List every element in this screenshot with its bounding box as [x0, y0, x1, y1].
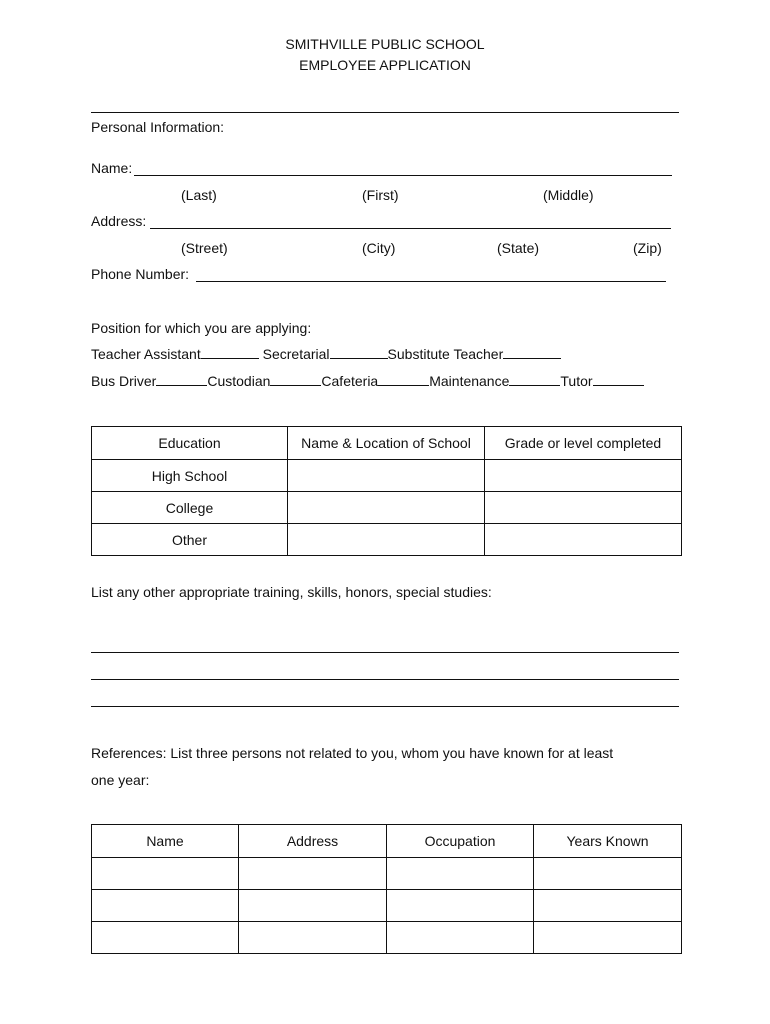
- reference-cell[interactable]: [387, 858, 534, 890]
- reference-cell[interactable]: [92, 890, 239, 922]
- references-header-occupation: Occupation: [387, 825, 534, 858]
- position-tutor-label: Tutor: [560, 373, 593, 389]
- position-custodian-label: Custodian: [207, 373, 271, 389]
- address-hint-zip: (Zip): [633, 240, 662, 256]
- education-input[interactable]: [288, 499, 488, 516]
- table-row: [92, 890, 682, 922]
- position-secretarial-blank[interactable]: [330, 346, 388, 359]
- position-maintenance-label: Maintenance: [429, 373, 510, 389]
- training-line-1[interactable]: [91, 652, 679, 653]
- reference-cell[interactable]: [387, 890, 534, 922]
- reference-input[interactable]: [534, 865, 685, 882]
- reference-input[interactable]: [92, 897, 242, 914]
- education-row-label-college: College: [92, 492, 288, 524]
- education-input[interactable]: [288, 531, 488, 548]
- education-cell-high-school-grade[interactable]: [485, 460, 682, 492]
- position-bus-driver-label: Bus Driver: [91, 373, 157, 389]
- address-field[interactable]: [150, 228, 671, 229]
- reference-cell[interactable]: [239, 890, 387, 922]
- education-table: [91, 426, 682, 556]
- form-title: EMPLOYEE APPLICATION: [299, 57, 471, 73]
- personal-info-heading: Personal Information:: [91, 119, 225, 135]
- education-input[interactable]: [485, 531, 685, 548]
- references-header-years-known: Years Known: [534, 825, 682, 858]
- education-header-education: Education: [92, 427, 288, 460]
- position-substitute-teacher-blank[interactable]: [503, 346, 561, 359]
- reference-cell[interactable]: [534, 858, 682, 890]
- position-substitute-teacher-label: Substitute Teacher: [387, 346, 504, 362]
- education-header-grade: Grade or level completed: [485, 427, 682, 460]
- education-cell-college-grade[interactable]: [485, 492, 682, 524]
- position-tutor-blank[interactable]: [593, 373, 644, 386]
- reference-input[interactable]: [92, 929, 242, 946]
- training-line-3[interactable]: [91, 706, 679, 707]
- education-cell-high-school-school[interactable]: [288, 460, 485, 492]
- position-cafeteria-label: Cafeteria: [321, 373, 379, 389]
- education-input[interactable]: [485, 467, 685, 484]
- address-label: Address:: [91, 213, 147, 229]
- references-table: [91, 824, 682, 954]
- position-prompt: Position for which you are applying:: [91, 320, 312, 336]
- education-header-school: Name & Location of School: [288, 427, 485, 460]
- name-field[interactable]: [134, 175, 672, 176]
- table-row: [92, 922, 682, 954]
- reference-input[interactable]: [387, 897, 537, 914]
- reference-input[interactable]: [534, 897, 685, 914]
- name-label: Name:: [91, 160, 133, 176]
- table-row: [92, 858, 682, 890]
- training-prompt: List any other appropriate training, skills, honors, special studies:: [91, 584, 492, 600]
- references-prompt: References: List three persons not related to you, whom you have known for at least: [91, 745, 614, 761]
- reference-input[interactable]: [239, 929, 390, 946]
- references-prompt-cont: one year:: [91, 772, 150, 788]
- education-cell-other-school[interactable]: [288, 524, 485, 556]
- position-cafeteria-blank[interactable]: [378, 373, 429, 386]
- position-row-1: [91, 346, 561, 362]
- position-custodian-blank[interactable]: [270, 373, 321, 386]
- phone-label: Phone Number:: [91, 266, 190, 282]
- position-teacher-assistant-label: Teacher Assistant: [91, 346, 201, 362]
- address-hint-state: (State): [497, 240, 540, 256]
- phone-field[interactable]: [196, 281, 666, 282]
- reference-cell[interactable]: [387, 922, 534, 954]
- education-row-label-high-school: High School: [92, 460, 288, 492]
- education-cell-college-school[interactable]: [288, 492, 485, 524]
- reference-input[interactable]: [387, 865, 537, 882]
- reference-input[interactable]: [239, 865, 390, 882]
- education-row-label-other: Other: [92, 524, 288, 556]
- references-header-address: Address: [239, 825, 387, 858]
- reference-cell[interactable]: [534, 922, 682, 954]
- address-hint-city: (City): [362, 240, 396, 256]
- reference-cell[interactable]: [92, 858, 239, 890]
- reference-cell[interactable]: [239, 922, 387, 954]
- reference-input[interactable]: [534, 929, 685, 946]
- reference-input[interactable]: [92, 865, 242, 882]
- reference-input[interactable]: [239, 897, 390, 914]
- position-row-2: [91, 373, 644, 389]
- position-maintenance-blank[interactable]: [509, 373, 560, 386]
- reference-cell[interactable]: [534, 890, 682, 922]
- position-secretarial-label: Secretarial: [262, 346, 330, 362]
- references-header-name: Name: [92, 825, 239, 858]
- reference-cell[interactable]: [92, 922, 239, 954]
- name-hint-last: (Last): [181, 187, 217, 203]
- name-hint-middle: (Middle): [543, 187, 594, 203]
- school-name: SMITHVILLE PUBLIC SCHOOL: [285, 36, 485, 52]
- education-cell-other-grade[interactable]: [485, 524, 682, 556]
- reference-input[interactable]: [387, 929, 537, 946]
- address-hint-street: (Street): [181, 240, 228, 256]
- position-bus-driver-blank[interactable]: [156, 373, 207, 386]
- reference-cell[interactable]: [239, 858, 387, 890]
- training-line-2[interactable]: [91, 679, 679, 680]
- name-hint-first: (First): [362, 187, 399, 203]
- position-teacher-assistant-blank[interactable]: [201, 346, 259, 359]
- education-input[interactable]: [485, 499, 685, 516]
- header-divider: [91, 112, 679, 113]
- education-input[interactable]: [288, 467, 488, 484]
